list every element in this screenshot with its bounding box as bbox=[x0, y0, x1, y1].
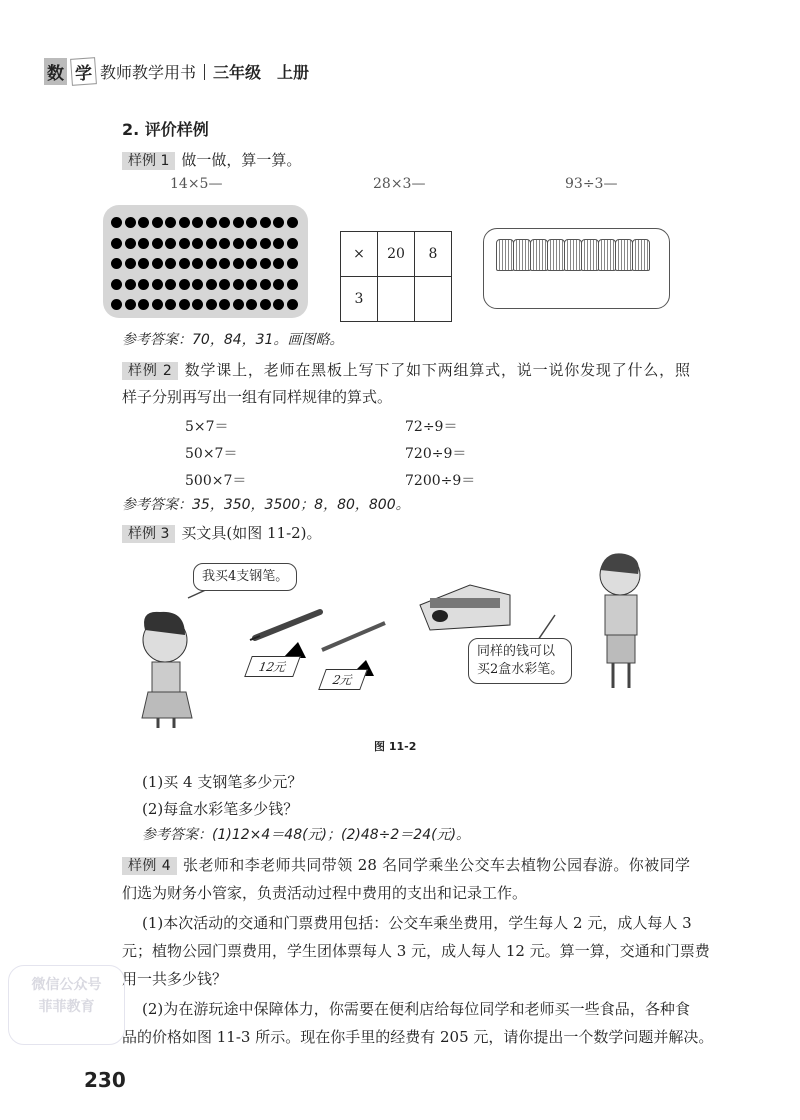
dot bbox=[165, 279, 176, 290]
pencil-pack-icon bbox=[598, 239, 616, 271]
pencil-pack-icon bbox=[547, 239, 565, 271]
table-cell: 20 bbox=[378, 232, 415, 277]
dot bbox=[206, 279, 217, 290]
dot bbox=[246, 238, 257, 249]
pencil-price-tag: 2元 bbox=[318, 669, 367, 690]
dot bbox=[273, 299, 284, 310]
dot bbox=[152, 258, 163, 269]
dot bbox=[192, 238, 203, 249]
dot bbox=[219, 217, 230, 228]
dot bbox=[287, 279, 298, 290]
dot bbox=[179, 279, 190, 290]
pencil-pack-icon bbox=[615, 239, 633, 271]
pencil-pack-icon bbox=[530, 239, 548, 271]
formula: 720÷9＝ bbox=[405, 446, 467, 462]
dot bbox=[219, 279, 230, 290]
answer: 参考答案：35，350，3500；8，80，800。 bbox=[122, 497, 410, 513]
formula: 500×7＝ bbox=[185, 473, 247, 489]
table-cell: 8 bbox=[415, 232, 452, 277]
formula-group-right bbox=[405, 414, 475, 495]
dot bbox=[165, 238, 176, 249]
dot bbox=[152, 217, 163, 228]
example-text: 们选为财务小管家，负责活动过程中费用的支出和记录工作。 bbox=[122, 884, 528, 902]
dot bbox=[260, 238, 271, 249]
dot bbox=[152, 238, 163, 249]
dot bbox=[246, 258, 257, 269]
dot bbox=[273, 279, 284, 290]
dot bbox=[246, 279, 257, 290]
dot bbox=[260, 258, 271, 269]
page-number: 230 bbox=[84, 1068, 126, 1092]
dot bbox=[111, 279, 122, 290]
dot bbox=[287, 238, 298, 249]
pencil-pack-icon bbox=[632, 239, 650, 271]
dot bbox=[138, 258, 149, 269]
dot bbox=[206, 217, 217, 228]
formula: 7200÷9＝ bbox=[405, 473, 476, 489]
pencil-pack-icon bbox=[513, 239, 531, 271]
dot bbox=[125, 299, 136, 310]
formula-group-left bbox=[185, 414, 246, 495]
book-title: 教师教学用书 bbox=[100, 63, 197, 82]
dot bbox=[233, 299, 244, 310]
multiplication-table bbox=[340, 231, 452, 322]
pencil-packs-figure bbox=[483, 228, 670, 309]
dot bbox=[192, 258, 203, 269]
formula: 14×5— bbox=[170, 176, 223, 192]
dot bbox=[179, 217, 190, 228]
dot bbox=[273, 238, 284, 249]
logo-char: 数 bbox=[44, 58, 67, 85]
example-tag: 样例 2 bbox=[122, 362, 178, 380]
table-cell: 3 bbox=[341, 277, 378, 322]
dot bbox=[287, 299, 298, 310]
example-tag: 样例 3 bbox=[122, 525, 175, 543]
dot bbox=[192, 299, 203, 310]
bubble-line: 买2盒水彩笔。 bbox=[477, 662, 564, 677]
dot bbox=[111, 238, 122, 249]
section-title: 2. 评价样例 bbox=[122, 120, 209, 139]
paragraph-line: 品的价格如图 11-3 所示。现在你手里的经费有 205 元，请你提出一个数学问题并解决。 bbox=[122, 1028, 714, 1046]
dot bbox=[111, 299, 122, 310]
grade: 三年级 bbox=[213, 63, 262, 82]
example-tag: 样例 1 bbox=[122, 152, 175, 170]
formula: 50×7＝ bbox=[185, 446, 238, 462]
pen-price-tag: 12元 bbox=[244, 656, 301, 677]
dot bbox=[125, 238, 136, 249]
table-cell bbox=[378, 277, 415, 322]
formula: 28×3— bbox=[373, 176, 426, 192]
watermark-line: 微信公众号 bbox=[31, 977, 102, 993]
bubble-line: 同样的钱可以 bbox=[477, 644, 556, 659]
dot bbox=[233, 238, 244, 249]
dot bbox=[192, 279, 203, 290]
volume: 上册 bbox=[277, 63, 310, 82]
dot bbox=[233, 258, 244, 269]
dot bbox=[111, 258, 122, 269]
dot bbox=[179, 299, 190, 310]
question: (2)每盒水彩笔多少钱？ bbox=[142, 800, 299, 818]
dot bbox=[233, 279, 244, 290]
table-cell bbox=[415, 277, 452, 322]
dot bbox=[260, 217, 271, 228]
dot bbox=[165, 217, 176, 228]
example-text: 数学课上，老师在黑板上写下了如下两组算式，说一说你发现了什么，照 bbox=[183, 361, 690, 379]
paragraph-line: (2)为在游玩途中保障体力，你需要在便利店给每位同学和老师买一些食品，各种食 bbox=[142, 1000, 690, 1018]
dot bbox=[138, 299, 149, 310]
figure-caption: 图 11-2 bbox=[374, 740, 417, 753]
dot bbox=[246, 299, 257, 310]
paragraph-line: 用一共多少钱？ bbox=[122, 970, 228, 988]
example-text: 样子分别再写出一组有同样规律的算式。 bbox=[122, 388, 393, 406]
dot bbox=[273, 258, 284, 269]
answer: 参考答案：70，84，31。画图略。 bbox=[122, 332, 344, 348]
dot bbox=[152, 279, 163, 290]
dot bbox=[219, 258, 230, 269]
dot bbox=[206, 299, 217, 310]
dot bbox=[233, 217, 244, 228]
formula: 93÷3— bbox=[565, 176, 618, 192]
example-tag: 样例 4 bbox=[122, 857, 177, 875]
boy-speech-bubble bbox=[468, 638, 572, 684]
girl-speech-bubble: 我买4支钢笔。 bbox=[193, 563, 297, 591]
pencil-icon bbox=[322, 623, 385, 650]
dot bbox=[125, 279, 136, 290]
header-divider bbox=[204, 64, 205, 80]
boy-figure bbox=[600, 553, 640, 688]
table-op: × bbox=[341, 232, 378, 277]
dot-array-figure bbox=[103, 205, 308, 318]
dot bbox=[138, 217, 149, 228]
paragraph-line: (1)本次活动的交通和门票费用包括：公交车乘坐费用，学生每人 2 元，成人每人 3 bbox=[142, 914, 692, 932]
question: (1)买 4 支钢笔多少元？ bbox=[142, 773, 303, 791]
girl-figure bbox=[142, 612, 192, 728]
dot bbox=[111, 217, 122, 228]
dot bbox=[287, 258, 298, 269]
dot bbox=[179, 258, 190, 269]
dot bbox=[125, 217, 136, 228]
dot bbox=[138, 238, 149, 249]
dot bbox=[138, 279, 149, 290]
dot bbox=[219, 299, 230, 310]
pencil-pack-icon bbox=[496, 239, 514, 271]
pen-icon bbox=[250, 612, 320, 640]
dot bbox=[179, 238, 190, 249]
dot bbox=[273, 217, 284, 228]
watermark-line: 菲菲教育 bbox=[38, 999, 95, 1015]
dot bbox=[287, 217, 298, 228]
formula: 72÷9＝ bbox=[405, 419, 458, 435]
answer: 参考答案：(1)12×4＝48(元)；(2)48÷2＝24(元)。 bbox=[142, 827, 471, 843]
pencil-pack-icon bbox=[581, 239, 599, 271]
dot bbox=[206, 258, 217, 269]
formula: 5×7＝ bbox=[185, 419, 229, 435]
dot bbox=[219, 238, 230, 249]
dot bbox=[192, 217, 203, 228]
running-header bbox=[44, 58, 309, 85]
dot bbox=[165, 299, 176, 310]
paragraph-line: 元；植物公园门票费用，学生团体票每人 3 元，成人每人 12 元。算一算，交通和门票费 bbox=[122, 942, 710, 960]
dot bbox=[206, 238, 217, 249]
example-prompt: 买文具(如图 11-2)。 bbox=[181, 524, 322, 542]
example-text: 张老师和李老师共同带领 28 名同学乘坐公交车去植物公园春游。你被同学 bbox=[182, 856, 690, 874]
dot bbox=[260, 299, 271, 310]
watercolor-box-icon bbox=[420, 585, 510, 630]
watermark bbox=[8, 965, 125, 1045]
dot bbox=[246, 217, 257, 228]
dot bbox=[125, 258, 136, 269]
dot bbox=[165, 258, 176, 269]
dot bbox=[260, 279, 271, 290]
pencil-pack-icon bbox=[564, 239, 582, 271]
logo-char: 学 bbox=[70, 57, 97, 86]
dot bbox=[152, 299, 163, 310]
example-prompt: 做一做，算一算。 bbox=[181, 151, 302, 169]
